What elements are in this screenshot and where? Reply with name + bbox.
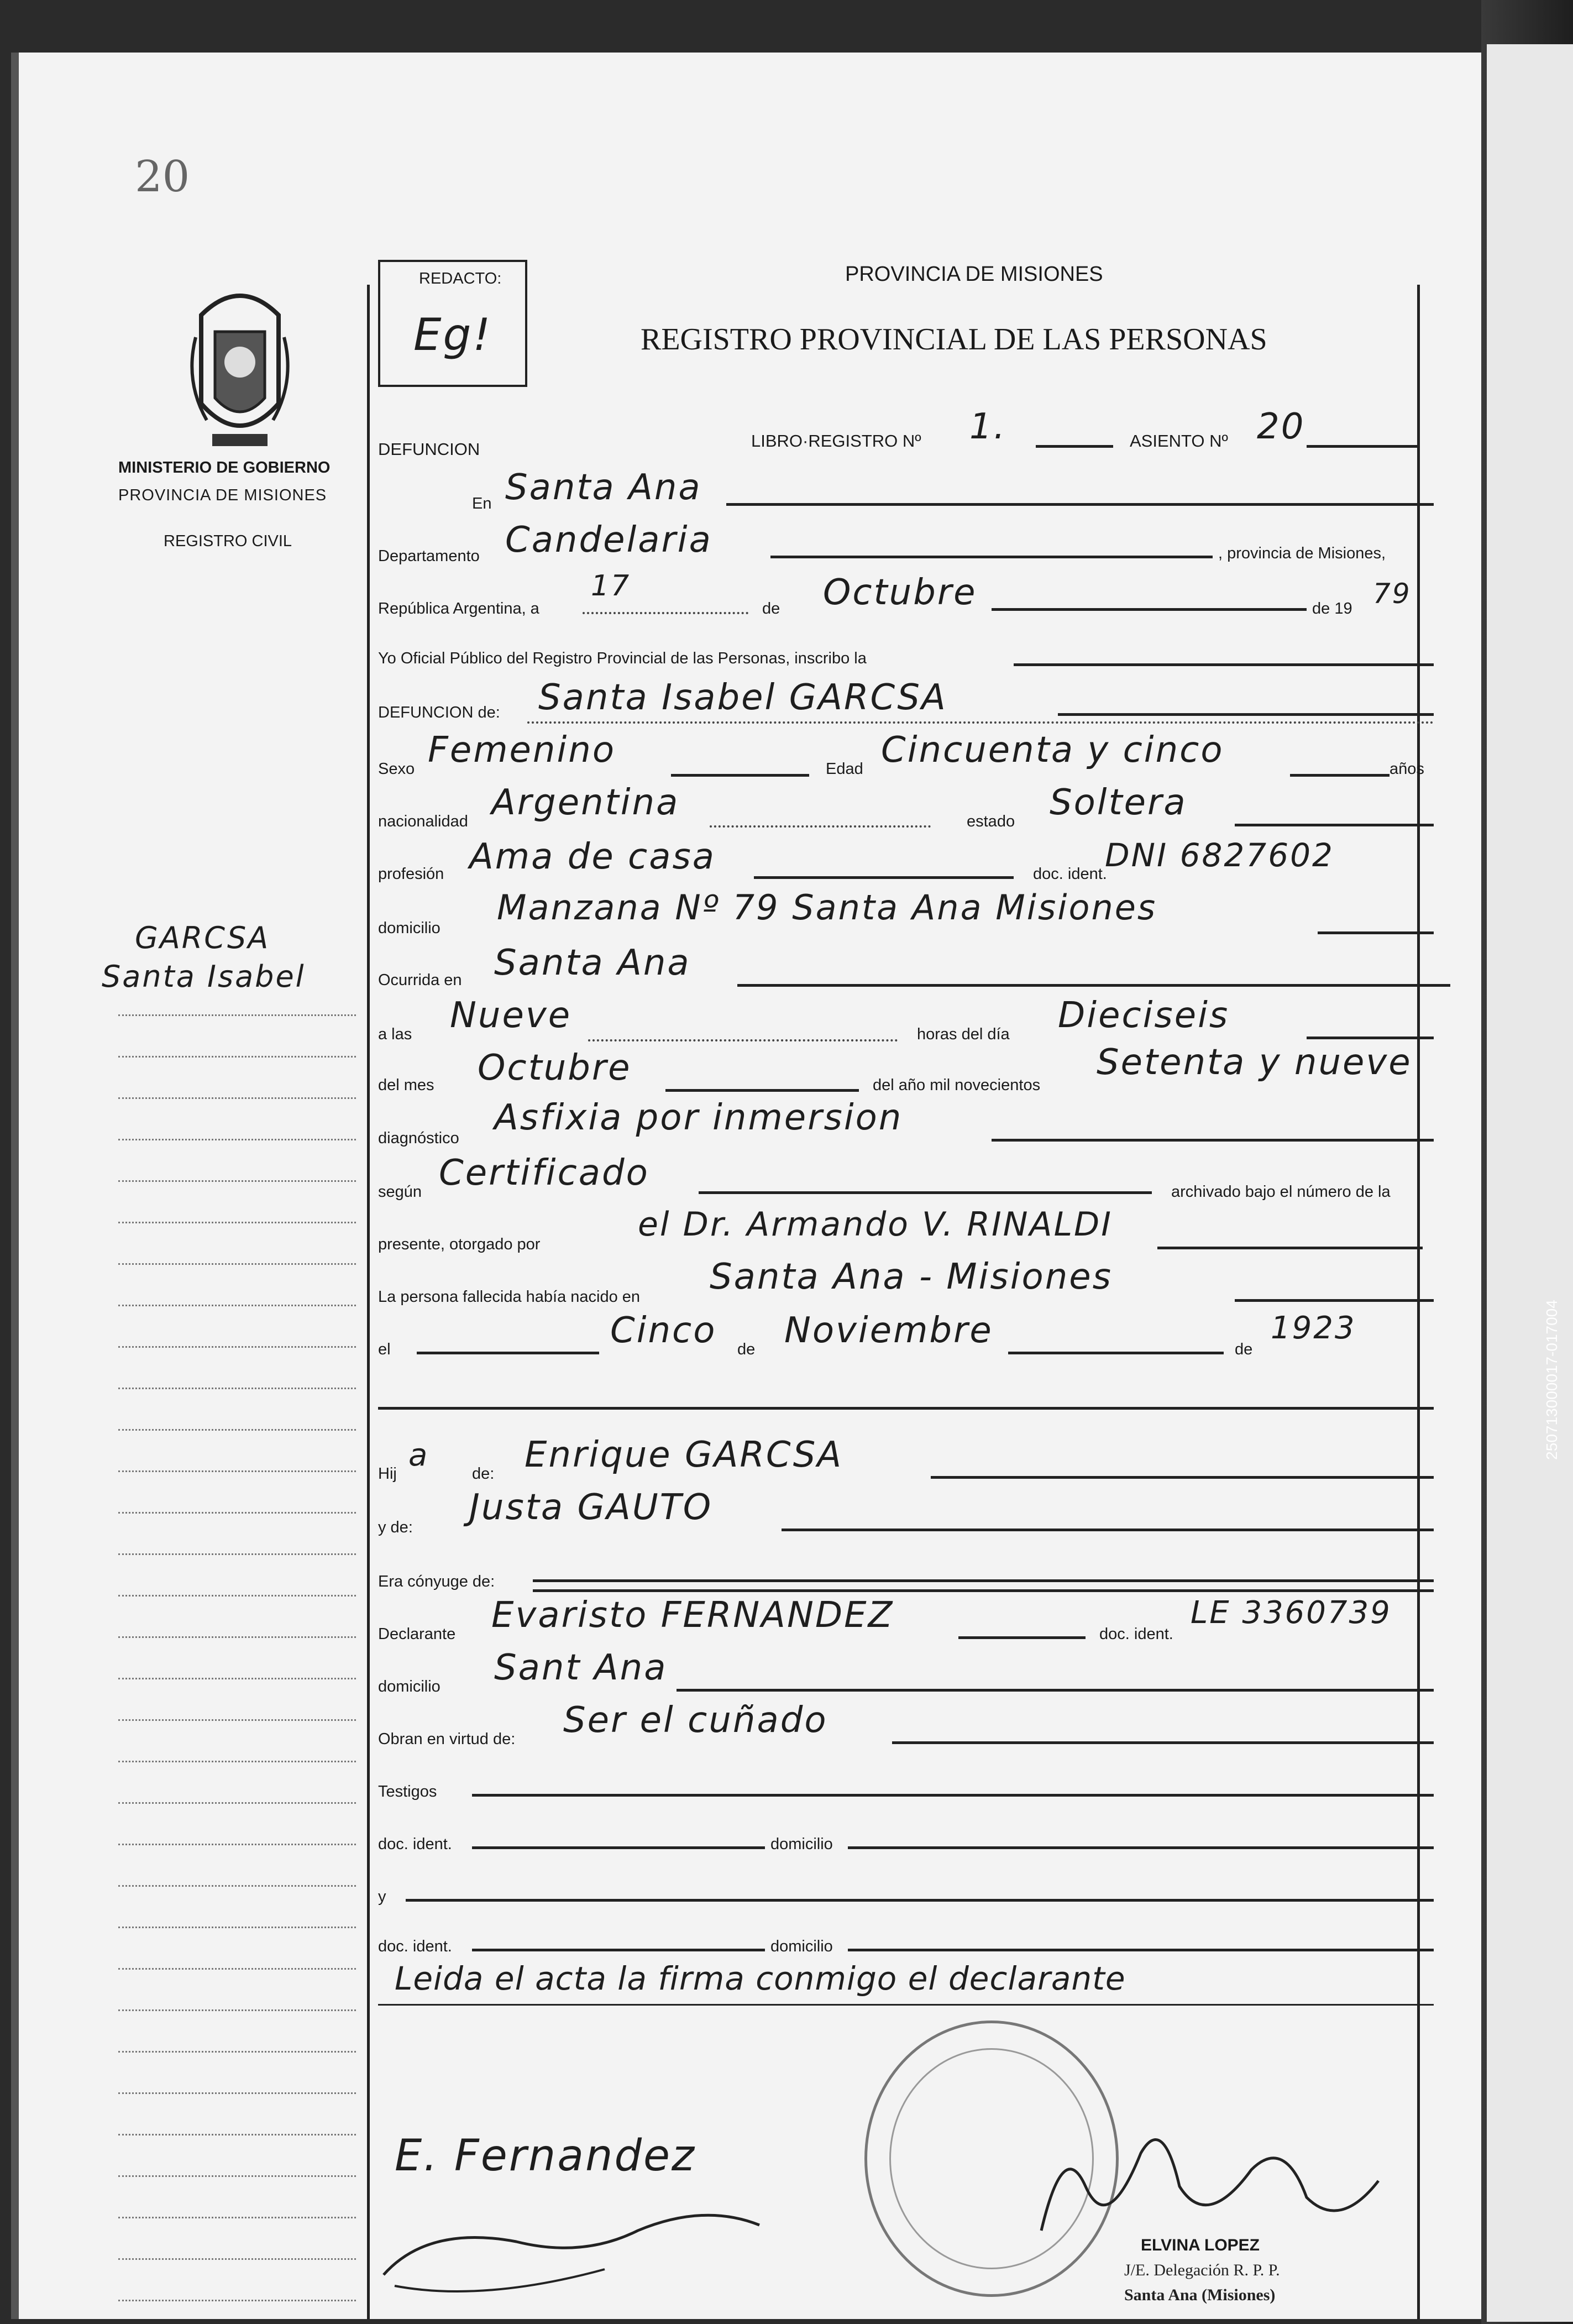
horas-dia-label: horas del día xyxy=(917,1025,1010,1043)
hora-dots xyxy=(588,1039,898,1041)
province-heading: PROVINCIA DE MISIONES xyxy=(845,263,1103,286)
departamento-line xyxy=(770,556,1213,558)
t2-doc-label: doc. ident. xyxy=(378,1938,452,1955)
left-frame-line xyxy=(367,285,370,2319)
nac-mes-value: Noviembre xyxy=(784,1310,993,1351)
nac-year-value: 1923 xyxy=(1271,1310,1356,1346)
nac-dia-value: Cinco xyxy=(610,1310,717,1351)
hora-value: Nueve xyxy=(450,995,572,1036)
y-de-label: y de: xyxy=(378,1519,413,1536)
ministry-line-3: REGISTRO CIVIL xyxy=(164,532,292,550)
sexo-line xyxy=(671,774,809,777)
nacionalidad-dots xyxy=(710,825,931,828)
t2-dom-label: domicilio xyxy=(770,1938,833,1955)
del-mes-label: del mes xyxy=(378,1076,434,1094)
redacto-box xyxy=(378,260,527,387)
defuncion-de-label: DEFUNCION de: xyxy=(378,704,500,721)
diagnostico-line xyxy=(992,1139,1434,1142)
declarante-label: Declarante xyxy=(378,1625,456,1643)
nacido-value: Santa Ana - Misiones xyxy=(710,1257,1113,1297)
official-name: ELVINA LOPEZ xyxy=(1141,2236,1260,2254)
dia-texto-line xyxy=(1307,1037,1434,1039)
declarante-dom-value: Sant Ana xyxy=(494,1647,668,1688)
y-label: y xyxy=(378,1888,386,1906)
ministry-line-2: PROVINCIA DE MISIONES xyxy=(118,486,327,504)
t1-doc-line xyxy=(472,1846,765,1849)
presente-line xyxy=(1157,1247,1423,1249)
nacionalidad-label: nacionalidad xyxy=(378,813,468,830)
defuncion-de-value: Santa Isabel GARCSA xyxy=(538,677,947,718)
asiento-value: 20 xyxy=(1257,406,1305,447)
el-label: el xyxy=(378,1341,391,1358)
obran-line xyxy=(892,1741,1434,1744)
diagnostico-label: diagnóstico xyxy=(378,1129,459,1147)
defuncion-dots xyxy=(527,721,1434,724)
page-number: 20 xyxy=(135,152,190,202)
domicilio-line xyxy=(1318,931,1434,934)
t1-dom-label: domicilio xyxy=(770,1835,833,1853)
diagnostico-value: Asfixia por inmersion xyxy=(494,1097,903,1138)
estado-value: Soltera xyxy=(1050,782,1187,823)
hij-de-label: de: xyxy=(472,1465,495,1483)
registry-heading: REGISTRO PROVINCIAL DE LAS PERSONAS xyxy=(641,322,1267,357)
hij-label: Hij xyxy=(378,1465,397,1483)
margin-surname: GARCSA xyxy=(135,920,270,955)
profesion-line xyxy=(754,876,1014,879)
defuncion-line xyxy=(1058,713,1434,716)
profesion-value: Ama de casa xyxy=(469,836,716,877)
right-frame-line xyxy=(1417,285,1420,2319)
asiento-line xyxy=(1307,445,1417,448)
el-line xyxy=(417,1352,599,1354)
de-label: de xyxy=(762,600,780,617)
declarante-line xyxy=(958,1636,1086,1639)
ministry-line-1: MINISTERIO DE GOBIERNO xyxy=(118,459,331,477)
domicilio-label: domicilio xyxy=(378,919,441,937)
segun-label: según xyxy=(378,1183,422,1201)
declarante-dom-line xyxy=(677,1689,1434,1692)
edad-label: Edad xyxy=(826,760,863,778)
nac-de-label: de xyxy=(737,1341,756,1358)
mes-line xyxy=(992,608,1307,611)
blank-line-1 xyxy=(378,1407,1434,1410)
testigos-label: Testigos xyxy=(378,1783,437,1800)
padre-value: Enrique GARCSA xyxy=(525,1435,843,1475)
nacionalidad-value: Argentina xyxy=(491,782,680,823)
segun-value: Certificado xyxy=(439,1153,649,1194)
en-line xyxy=(726,503,1434,506)
segun-line xyxy=(699,1191,1152,1194)
declarante-signature: E. Fernandez xyxy=(395,2131,696,2181)
redacto-initials: Eg! xyxy=(413,309,492,360)
t2-dom-line xyxy=(848,1949,1434,1951)
signature-flourish xyxy=(373,2192,842,2302)
estado-label: estado xyxy=(967,813,1015,830)
doc-ident-label: doc. ident. xyxy=(1033,865,1107,883)
departamento-value: Candelaria xyxy=(505,520,712,561)
republica-label: República Argentina, a xyxy=(378,600,539,617)
side-code-container xyxy=(1541,1244,1563,1520)
redacto-label: REDACTO: xyxy=(419,270,502,287)
a-las-label: a las xyxy=(378,1025,412,1043)
nacido-label: La persona fallecida había nacido en xyxy=(378,1288,641,1306)
register-page xyxy=(11,53,1481,2319)
obran-label: Obran en virtud de: xyxy=(378,1730,516,1748)
declarante-doc-value: LE 3360739 xyxy=(1191,1595,1392,1631)
padre-line xyxy=(931,1476,1434,1479)
en-label: En xyxy=(472,495,492,512)
nac-mes-line xyxy=(1008,1352,1224,1354)
de-year-label: de 19 xyxy=(1312,600,1352,617)
archivado-label: archivado bajo el número de la xyxy=(1171,1183,1391,1201)
nac-de2-label: de xyxy=(1235,1341,1253,1358)
closing-line xyxy=(378,2004,1434,2006)
declarante-value: Evaristo FERNANDEZ xyxy=(491,1595,894,1636)
departamento-label: Departamento xyxy=(378,547,480,565)
t1-dom-line xyxy=(848,1846,1434,1849)
asiento-label: ASIENTO Nº xyxy=(1130,431,1228,451)
libro-label: LIBRO·REGISTRO Nº xyxy=(751,431,921,451)
dia-dots xyxy=(583,612,748,614)
libro-value: 1. xyxy=(969,406,1007,447)
oficial-text: Yo Oficial Público del Registro Provincial de las Personas, inscribo la xyxy=(378,650,867,667)
conyuge-line-2 xyxy=(533,1589,1434,1592)
anos-label: años xyxy=(1390,760,1424,778)
conyuge-label: Era cónyuge de: xyxy=(378,1573,495,1590)
nacido-line xyxy=(1235,1299,1434,1302)
hij-suffix: a xyxy=(408,1437,429,1473)
libro-line xyxy=(1036,445,1113,448)
closing-statement: Leida el acta la firma conmigo el declarante xyxy=(395,1960,1126,1997)
domicilio-value: Manzana Nº 79 Santa Ana Misiones xyxy=(497,887,1157,928)
oficial-line xyxy=(1014,663,1434,666)
en-value: Santa Ana xyxy=(505,467,702,508)
sexo-label: Sexo xyxy=(378,760,415,778)
declarante-dom-label: domicilio xyxy=(378,1678,441,1695)
edad-value: Cincuenta y cinco xyxy=(881,730,1224,771)
t2-doc-line xyxy=(472,1949,765,1951)
profesion-label: profesión xyxy=(378,865,444,883)
t1-doc-label: doc. ident. xyxy=(378,1835,452,1853)
presente-value: el Dr. Armando V. RINALDI xyxy=(638,1205,1113,1244)
dia-value: 17 xyxy=(591,569,631,603)
y-line xyxy=(406,1899,1434,1902)
ocurrida-value: Santa Ana xyxy=(494,943,691,983)
margin-given-names: Santa Isabel xyxy=(102,959,306,994)
sexo-value: Femenino xyxy=(428,730,616,771)
provincia-suffix: , provincia de Misiones, xyxy=(1218,545,1386,562)
declarante-doc-label: doc. ident. xyxy=(1099,1625,1173,1643)
side-code: 250713000017-017004 xyxy=(1543,1300,1560,1460)
madre-value: Justa GAUTO xyxy=(469,1487,713,1528)
madre-line xyxy=(782,1529,1434,1531)
dia-texto-value: Dieciseis xyxy=(1058,995,1230,1036)
del-mes-line xyxy=(665,1089,859,1092)
official-place: Santa Ana (Misiones) xyxy=(1124,2286,1276,2304)
ano-texto-value: Setenta y nueve xyxy=(1097,1042,1412,1083)
estado-line xyxy=(1235,824,1434,826)
mes-value: Octubre xyxy=(823,572,977,613)
ocurrida-label: Ocurrida en xyxy=(378,971,462,989)
testigos-line xyxy=(472,1794,1434,1797)
ocurrida-line xyxy=(737,984,1450,987)
doc-ident-value: DNI 6827602 xyxy=(1105,836,1334,874)
coat-of-arms-icon xyxy=(185,271,295,453)
presente-label: presente, otorgado por xyxy=(378,1236,541,1253)
adjacent-page xyxy=(1487,44,1573,2322)
obran-value: Ser el cuñado xyxy=(563,1700,828,1741)
del-mes-value: Octubre xyxy=(478,1048,632,1088)
del-ano-label: del año mil novecientos xyxy=(873,1076,1041,1094)
year-value: 79 xyxy=(1373,578,1412,610)
conyuge-line-1 xyxy=(533,1579,1434,1582)
official-role: J/E. Delegación R. P. P. xyxy=(1124,2261,1280,2279)
edad-line xyxy=(1290,774,1390,777)
doc-type-label: DEFUNCION xyxy=(378,439,480,459)
